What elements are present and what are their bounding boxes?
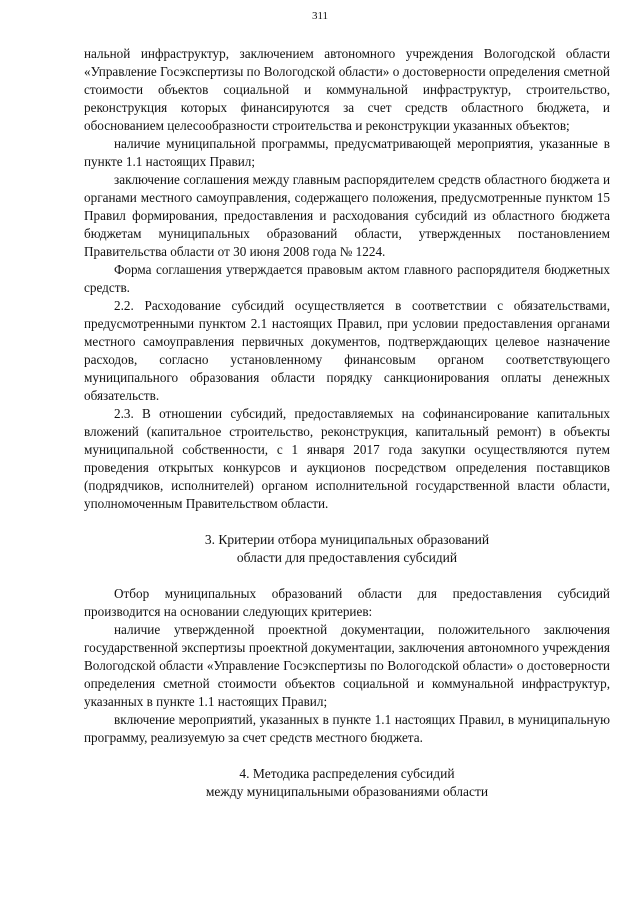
page-number: 311 bbox=[311, 10, 329, 22]
paragraph: включение мероприятий, указанных в пункте 1.1 настоящих Правил, в муниципальную программу, реализуемую за счет средств местного бюджета. bbox=[84, 712, 610, 745]
paragraph: заключение соглашения между главным распорядителем средств областного бюджета и органами местного самоуправления, содержащего положения, предусмотренные пунктом 15 Правил формирования, предоставления и расходования субсидий из областного бюджета бюджетам муниципальных образований области, утвержденных постановлением Правительства области от 30 июня 2008 года № 1224. bbox=[84, 172, 610, 259]
paragraph: Отбор муниципальных образований области для предоставления субсидий производится на основании следующих критериев: bbox=[84, 586, 610, 619]
paragraph: наличие утвержденной проектной документации, положительного заключения государственной экспертизы проектной документации, заключения автономного учреждения Вологодской области «Управление Госэкспертизы по Вологодской области» о достоверности определения сметной стоимости объектов социальной и коммунальной инфраструктур, указанных в пункте 1.1 настоящих Правил; bbox=[84, 622, 610, 709]
paragraph: наличие муниципальной программы, предусматривающей мероприятия, указанные в пункте 1.1 настоящих Правил; bbox=[84, 136, 610, 169]
document-body bbox=[84, 45, 610, 801]
paragraph: Форма соглашения утверждается правовым актом главного распорядителя бюджетных средств. bbox=[84, 262, 610, 295]
section-3-title-line1: 3. Критерии отбора муниципальных образований bbox=[204, 532, 490, 547]
paragraph-clause-2-3: 2.3. В отношении субсидий, предоставляемых на софинансирование капитальных вложений (капитальное строительство, реконструкция, капитальный ремонт) в объекты муниципальной собственности, с 1 января 2017 года закупки осуществляются путем проведения открытых конкурсов и аукционов посредством определения поставщиков (подрядчиков, исполнителей) органом исполнительной государственной власти области, уполномоченным Правительством области. bbox=[84, 406, 610, 511]
section-3-heading bbox=[84, 531, 610, 567]
section-4-title-line1: 4. Методика распределения субсидий bbox=[239, 766, 455, 781]
section-4-heading bbox=[84, 765, 610, 801]
paragraph-continuation: нальной инфраструктур, заключением автономного учреждения Вологодской области «Управление Госэкспертизы по Вологодской области» о достоверности определения сметной стоимости объектов социальной и коммунальной инфраструктур, строительство, реконструкция которых финансируются за счет средств областного бюджета, и обоснованием целесообразности строительства и реконструкции указанных объектов; bbox=[84, 46, 610, 133]
paragraph-clause-2-2: 2.2. Расходование субсидий осуществляется в соответствии с обязательствами, предусмотренными пунктом 2.1 настоящих Правил, при условии предоставления органами местного самоуправления первичных документов, подтверждающих целевое назначение расходов, согласно установленному финансовым органом соответствующего муниципального образования области порядку санкционирования оплаты денежных обязательств. bbox=[84, 298, 610, 403]
section-4-title-line2: между муниципальными образованиями области bbox=[205, 784, 489, 799]
section-3-title-line2: области для предоставления субсидий bbox=[236, 550, 458, 565]
